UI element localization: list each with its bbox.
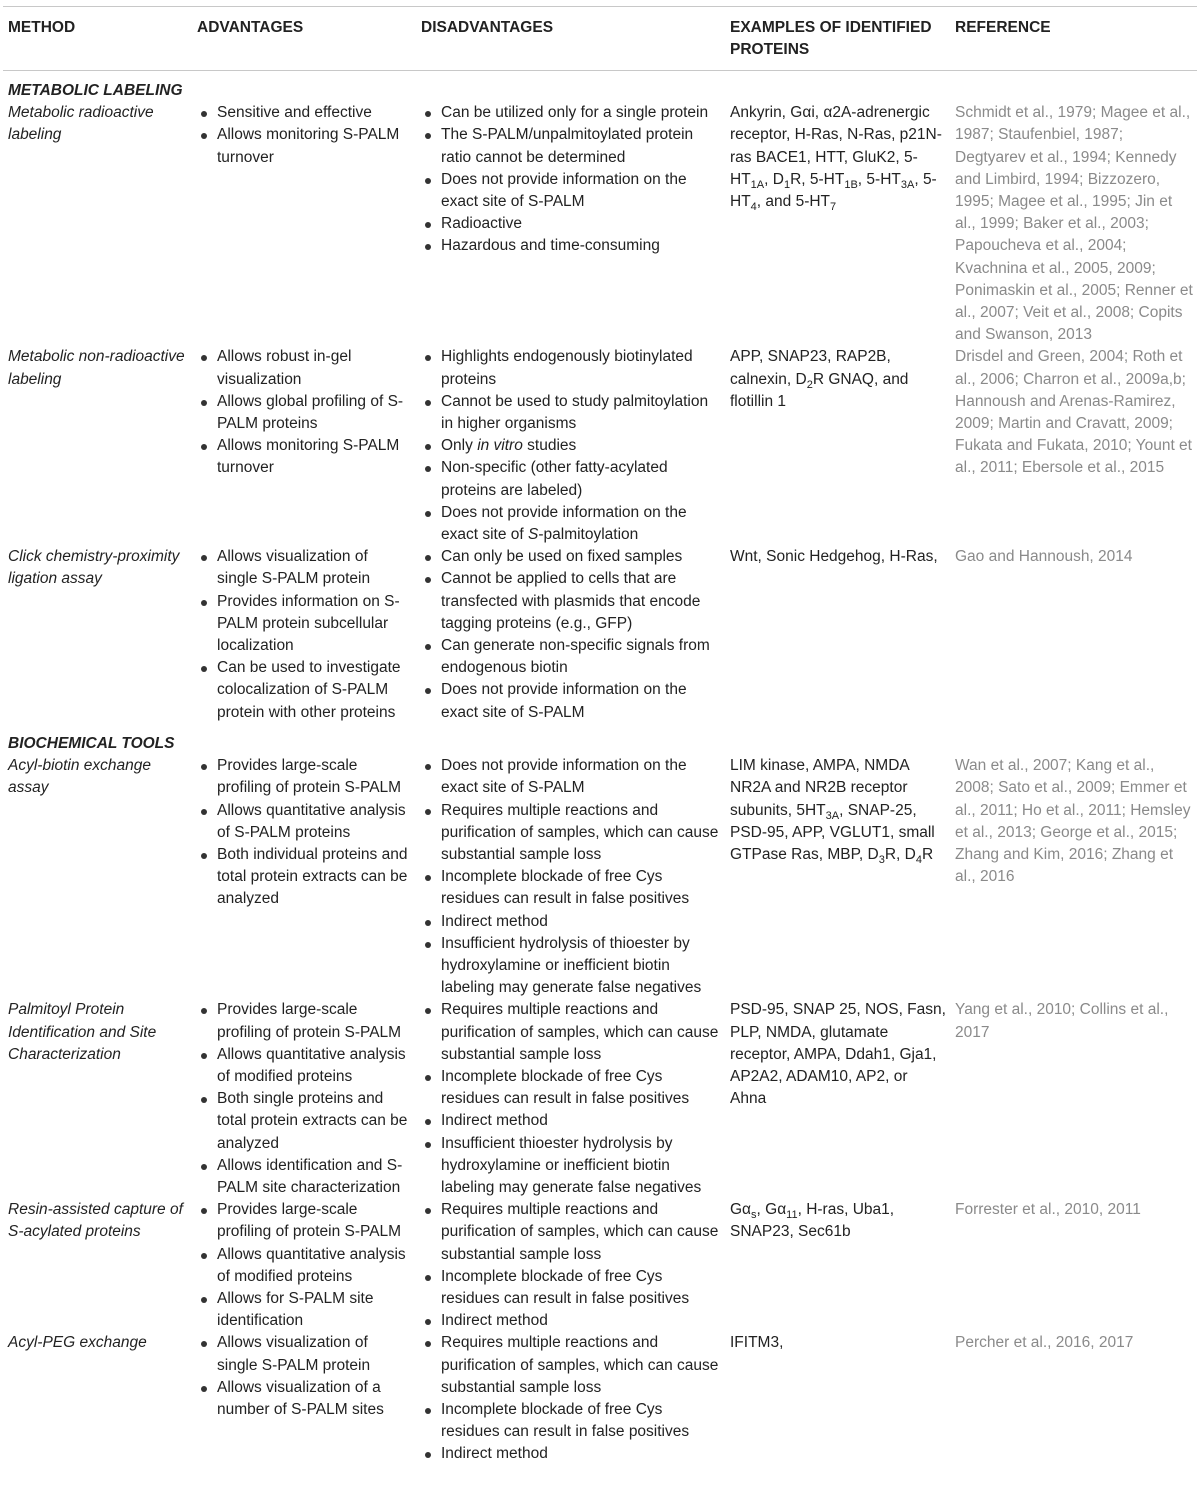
header-examples: EXAMPLES OF IDENTIFIED PROTEINS — [725, 7, 950, 71]
list-item: Can be used to investigate colocalization of S-PALM protein with other proteins — [197, 657, 412, 724]
examples-cell: PSD-95, SNAP 25, NOS, Fasn, PLP, NMDA, glutamate receptor, AMPA, Ddah1, Gja1, AP2A2, ADAM10, AP2, or Ahna — [730, 1001, 946, 1108]
table-row — [3, 546, 1197, 724]
section-row — [3, 724, 1197, 755]
list-item: Hazardous and time-consuming — [421, 235, 721, 257]
list-item: Can generate non-specific signals from endogenous biotin — [421, 635, 721, 679]
method-cell: Metabolic radioactive labeling — [8, 104, 154, 144]
disadvantages-list — [421, 1199, 721, 1332]
advantages-list — [197, 999, 412, 1199]
section-title: METABOLIC LABELING — [8, 82, 183, 99]
list-item: Insufficient thioester hydrolysis by hydroxylamine or inefficient biotin labeling may generate false negatives — [421, 1133, 721, 1200]
list-item: Cannot be used to study palmitoylation in higher organisms — [421, 391, 721, 435]
list-item: Both individual proteins and total protein extracts can be analyzed — [197, 844, 412, 911]
list-item: Allows quantitative analysis of S-PALM proteins — [197, 800, 412, 844]
reference-cell: Yang et al., 2010; Collins et al., 2017 — [955, 1001, 1169, 1041]
list-item: Provides large-scale profiling of protein S-PALM — [197, 999, 412, 1043]
reference-cell: Wan et al., 2007; Kang et al., 2008; Sato et al., 2009; Emmer et al., 2011; Ho et al., 2011; Hemsley et al., 2013; George et al., 2015; Zhang and Kim, 2016; Zhang et al., 2016 — [955, 757, 1191, 886]
table-header — [3, 7, 1197, 71]
method-cell: Click chemistry-proximity ligation assay — [8, 548, 180, 588]
advantages-list — [197, 102, 412, 169]
list-item: Non-specific (other fatty-acylated proteins are labeled) — [421, 457, 721, 501]
method-cell: Resin-assisted capture of S-acylated proteins — [8, 1201, 183, 1241]
methods-table — [3, 6, 1197, 1466]
advantages-list — [197, 546, 412, 724]
advantages-list — [197, 755, 412, 910]
list-item: Does not provide information on the exact site of S-palmitoylation — [421, 502, 721, 546]
advantages-cell — [192, 1199, 416, 1332]
table-row — [3, 1332, 1197, 1465]
list-item: Does not provide information on the exact site of S-PALM — [421, 679, 721, 723]
list-item: Incomplete blockade of free Cys residues can result in false positives — [421, 1399, 721, 1443]
disadvantages-cell — [416, 546, 725, 724]
reference-cell: Forrester et al., 2010, 2011 — [955, 1201, 1141, 1219]
disadvantages-cell — [416, 999, 725, 1199]
disadvantages-cell — [416, 346, 725, 546]
table-row — [3, 1199, 1197, 1332]
list-item: The S-PALM/unpalmitoylated protein ratio cannot be determined — [421, 124, 721, 168]
disadvantages-cell — [416, 755, 725, 999]
list-item: Requires multiple reactions and purification of samples, which can cause substantial sample loss — [421, 1199, 721, 1266]
table-row — [3, 999, 1197, 1199]
reference-cell: Percher et al., 2016, 2017 — [955, 1334, 1134, 1352]
header-reference: REFERENCE — [950, 7, 1197, 71]
list-item: Allows visualization of single S-PALM protein — [197, 1332, 412, 1376]
list-item: Allows monitoring S-PALM turnover — [197, 124, 412, 168]
examples-cell: LIM kinase, AMPA, NMDA NR2A and NR2B receptor subunits, $5HT_{3A}$, SNAP-25, PSD-95, APP, VGLUT1, small GTPase Ras, MBP, $D_3R$, $D_4R$ — [730, 757, 935, 866]
list-item: Requires multiple reactions and purification of samples, which can cause substantial sample loss — [421, 1332, 721, 1399]
header-advantages: ADVANTAGES — [192, 7, 416, 71]
list-item: Provides information on S-PALM protein subcellular localization — [197, 591, 412, 658]
list-item: Can only be used on fixed samples — [421, 546, 721, 568]
advantages-cell — [192, 546, 416, 724]
list-item: Allows visualization of a number of S-PALM sites — [197, 1377, 412, 1421]
list-item: Requires multiple reactions and purification of samples, which can cause substantial sample loss — [421, 999, 721, 1066]
list-item: Allows visualization of single S-PALM protein — [197, 546, 412, 590]
advantages-cell — [192, 755, 416, 999]
list-item: Allows monitoring S-PALM turnover — [197, 435, 412, 479]
table-body — [3, 71, 1197, 1466]
reference-cell: Schmidt et al., 1979; Magee et al., 1987; Staufenbiel, 1987; Degtyarev et al., 1994; Kennedy and Limbird, 1994; Bizzozero, 1995; Magee et al., 1995; Jin et al., 1999; Baker et al., 2003; Papoucheva et al., 2004; Kvachnina et al., 2005, 2009; Ponimaskin et al., 2005; Renner et al., 2007; Veit et al., 2008; Copits and Swanson, 2013 — [955, 104, 1193, 344]
table-row — [3, 102, 1197, 346]
advantages-cell — [192, 346, 416, 546]
list-item: Indirect method — [421, 1443, 721, 1465]
list-item: Incomplete blockade of free Cys residues can result in false positives — [421, 1266, 721, 1310]
method-cell: Palmitoyl Protein Identification and Site Characterization — [8, 1001, 157, 1063]
list-item: Provides large-scale profiling of protein S-PALM — [197, 1199, 412, 1243]
list-item: Cannot be applied to cells that are transfected with plasmids that encode tagging proteins (e.g., GFP) — [421, 568, 721, 635]
disadvantages-list — [421, 546, 721, 724]
list-item: Provides large-scale profiling of protein S-PALM — [197, 755, 412, 799]
method-cell: Acyl-PEG exchange — [8, 1334, 147, 1352]
table-row — [3, 755, 1197, 999]
list-item: Does not provide information on the exact site of S-PALM — [421, 755, 721, 799]
examples-cell: IFITM3, — [730, 1334, 784, 1352]
list-item: Indirect method — [421, 1310, 721, 1332]
list-item: Allows for S-PALM site identification — [197, 1288, 412, 1332]
list-item: Highlights endogenously biotinylated proteins — [421, 346, 721, 390]
list-item: Only in vitro studies — [421, 435, 721, 457]
list-item: Radioactive — [421, 213, 721, 235]
list-item: Allows quantitative analysis of modified proteins — [197, 1044, 412, 1088]
list-item: Allows identification and S-PALM site characterization — [197, 1155, 412, 1199]
list-item: Allows robust in-gel visualization — [197, 346, 412, 390]
section-title: BIOCHEMICAL TOOLS — [8, 734, 175, 752]
list-item: Allows global profiling of S-PALM proteins — [197, 391, 412, 435]
list-item: Sensitive and effective — [197, 102, 412, 124]
method-cell: Acyl-biotin exchange assay — [8, 757, 152, 797]
header-method: METHOD — [3, 7, 192, 71]
disadvantages-cell — [416, 1199, 725, 1332]
disadvantages-list — [421, 999, 721, 1199]
disadvantages-cell — [416, 102, 725, 346]
examples-cell: Ankyrin, Gαi, α2A-adrenergic receptor, H-Ras, N-Ras, p21N-ras BACE1, HTT, GluK2, $5-HT_{1A}$, $D_1R$, $5-HT_{1B}$, $5-HT_{3A}$, $5-HT_4$, and $5-HT_7$ — [730, 104, 942, 214]
section-row — [3, 71, 1197, 103]
disadvantages-list — [421, 346, 721, 546]
advantages-list — [197, 1332, 412, 1421]
list-item: Allows quantitative analysis of modified proteins — [197, 1244, 412, 1288]
advantages-cell — [192, 1332, 416, 1465]
method-cell: Metabolic non-radioactive labeling — [8, 348, 185, 388]
header-disadvantages: DISADVANTAGES — [416, 7, 725, 71]
list-item: Both single proteins and total protein extracts can be analyzed — [197, 1088, 412, 1155]
list-item: Incomplete blockade of free Cys residues can result in false positives — [421, 1066, 721, 1110]
header-row — [3, 7, 1197, 71]
disadvantages-list — [421, 1332, 721, 1465]
reference-cell: Gao and Hannoush, 2014 — [955, 548, 1133, 566]
examples-cell: APP, SNAP23, RAP2B, calnexin, $D_2R$ GNAQ, and flotillin 1 — [730, 348, 909, 410]
disadvantages-list — [421, 755, 721, 999]
list-item: Requires multiple reactions and purification of samples, which can cause substantial sample loss — [421, 800, 721, 867]
advantages-cell — [192, 999, 416, 1199]
advantages-list — [197, 1199, 412, 1332]
list-item: Can be utilized only for a single protein — [421, 102, 721, 124]
advantages-cell — [192, 102, 416, 346]
list-item: Indirect method — [421, 911, 721, 933]
advantages-list — [197, 346, 412, 479]
examples-cell: $G\alpha_s$, $G\alpha_{11}$, H-ras, Uba1, SNAP23, Sec61b — [730, 1201, 895, 1241]
table-row — [3, 346, 1197, 546]
list-item: Does not provide information on the exact site of S-PALM — [421, 169, 721, 213]
disadvantages-cell — [416, 1332, 725, 1465]
examples-cell: Wnt, Sonic Hedgehog, H-Ras, — [730, 548, 938, 566]
reference-cell: Drisdel and Green, 2004; Roth et al., 2006; Charron et al., 2009a,b; Hannoush and Arenas-Ramirez, 2009; Martin and Cravatt, 2009; Fukata and Fukata, 2010; Yount et al., 2011; Ebersole et al., 2015 — [955, 348, 1192, 477]
disadvantages-list — [421, 102, 721, 257]
list-item: Insufficient hydrolysis of thioester by hydroxylamine or inefficient biotin labeling may generate false negatives — [421, 933, 721, 1000]
list-item: Indirect method — [421, 1110, 721, 1132]
list-item: Incomplete blockade of free Cys residues can result in false positives — [421, 866, 721, 910]
